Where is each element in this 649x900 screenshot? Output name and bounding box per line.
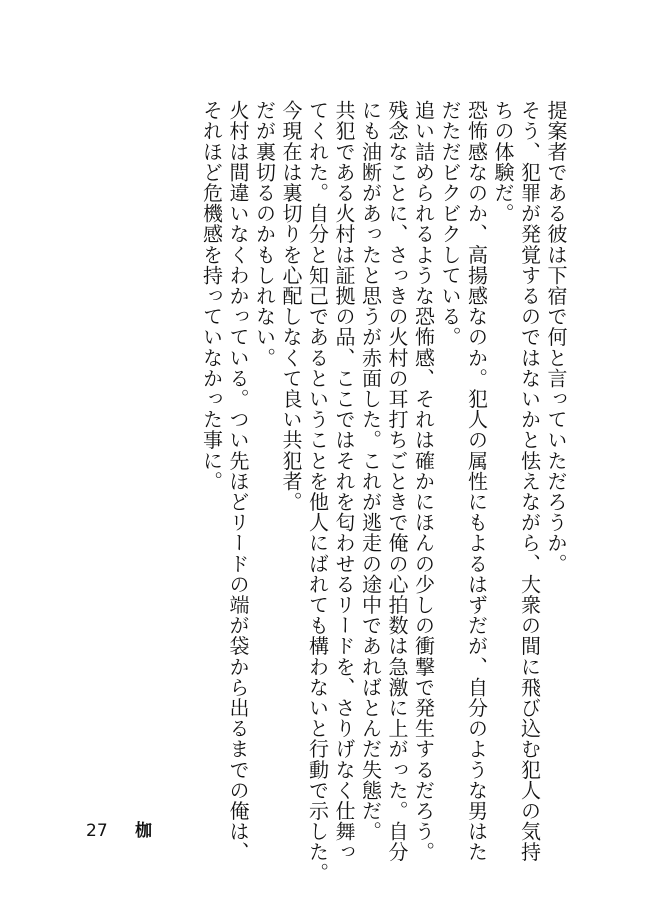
text-line: 提案者である彼は下宿で何と言っていただろうか。 — [544, 100, 568, 574]
running-title: 枷 — [135, 821, 153, 841]
text-line: そう、犯罪が発覚するのではないかと怯えながら、大衆の間に飛び込む犯人の気持 — [517, 100, 542, 863]
text-line: 追い詰められるような恐怖感、それは確かにほんの少しの衝撃で発生するだろう。 — [411, 100, 436, 863]
text-line: にも油断があったと思うが赤面した。これが逃走の途中であればとんだ失態だ。 — [358, 100, 383, 842]
text-line: てくれた。自分と知己であるということを他人にばれても構わないと行動で示した。 — [305, 100, 330, 883]
text-line: だただビクビクしている。 — [438, 100, 462, 348]
text-line: 火村は間違いなくわかっている。つい先ほどリードの端が袋から出るまでの俺は、 — [226, 100, 250, 863]
text-line: 恐怖感なのか、高揚感なのか。犯人の属性にもよるはずだが、自分のような男はた — [464, 100, 489, 863]
text-line: だが裏切るのかもしれない。 — [252, 100, 277, 368]
text-line: 今現在は裏切りを心配しなくて良い共犯者。 — [279, 100, 303, 512]
text-line: それほど危機感を持っていなかった事に。 — [199, 100, 224, 492]
page-footer — [86, 816, 152, 841]
text-line: 残念なことに、さっきの火村の耳打ちごときで俺の心拍数は急激に上がった。自分 — [385, 100, 409, 863]
text-line: ちの体験だ。 — [491, 100, 515, 224]
text-line: 共犯である火村は証拠の品、ここではそれを匂わせるリードを、さりげなく仕舞っ — [332, 100, 356, 863]
page-number: 27 — [86, 821, 108, 841]
